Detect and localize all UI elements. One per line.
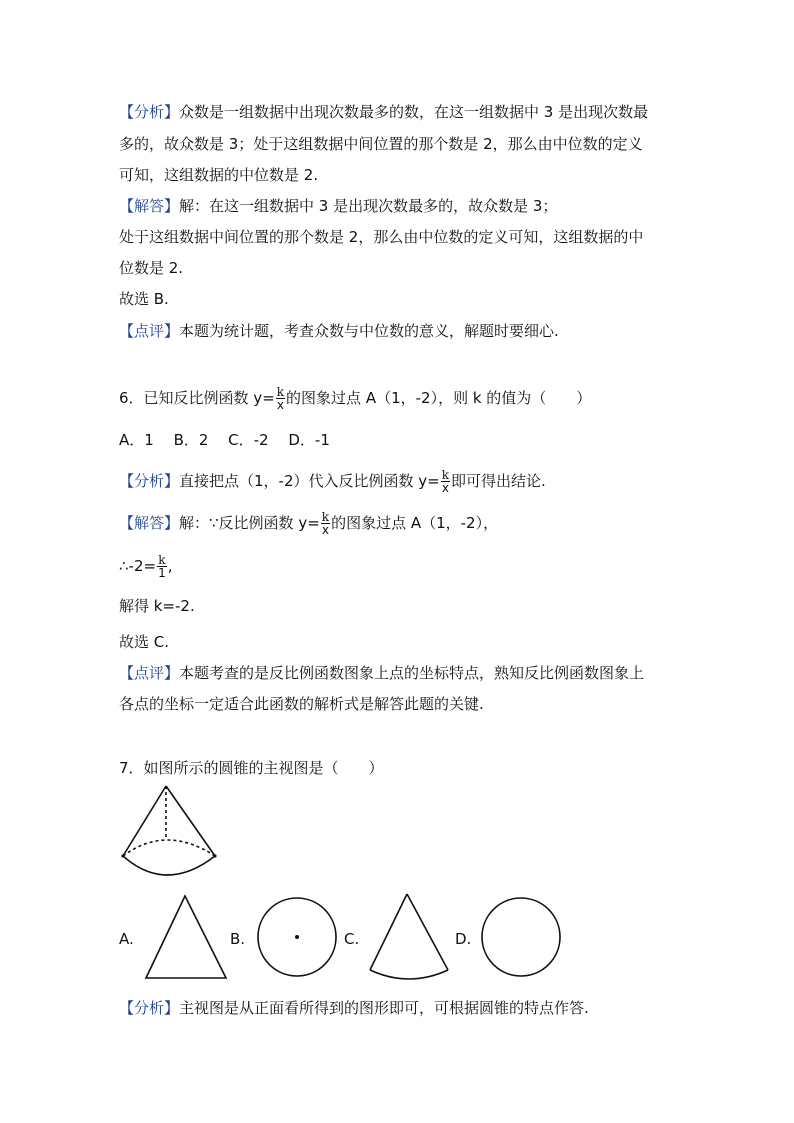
fraction-k-over-x (441, 469, 450, 494)
fraction-denominator: x (276, 398, 284, 412)
fraction-k-over-1 (157, 554, 167, 579)
q5-analysis-line-2: 多的，故众数是 3；处于这组数据中间位置的那个数是 2，那么由中位数的定义 (119, 135, 643, 153)
analysis-tag: 【分析】 (119, 999, 180, 1017)
fraction-denominator: x (441, 481, 449, 495)
q5-answer-text-1: 解：在这一组数据中 3 是出现次数最多的，故众数是 3； (179, 197, 558, 215)
fraction-numerator: k (441, 468, 450, 482)
option-d-circle (480, 896, 562, 978)
fraction-k-over-x (276, 386, 285, 411)
q6-answer-line (119, 511, 498, 536)
q6-therefore-line (119, 554, 173, 579)
fraction-denominator: x (321, 523, 329, 537)
q6-stem-pre: 6．已知反比例函数 y= (119, 389, 275, 407)
comment-tag: 【点评】 (119, 664, 180, 682)
q5-analysis-line-3: 可知，这组数据的中位数是 2. (119, 166, 319, 184)
q5-answer-line-2: 处于这组数据中间位置的那个数是 2，那么由中位数的定义可知，这组数据的中 (119, 228, 644, 246)
answer-tag: 【解答】 (119, 514, 180, 532)
q6-choose: 故选 C. (119, 633, 170, 651)
q7-option-a-label: A. (119, 930, 134, 948)
q6-analysis-line (119, 469, 546, 494)
fraction-numerator: k (276, 385, 285, 399)
comment-tag: 【点评】 (119, 322, 180, 340)
q7-option-b-label: B. (230, 930, 246, 948)
q7-option-c-label: C. (344, 930, 360, 948)
q6-therefore-post: , (167, 557, 173, 575)
q5-comment-line (119, 321, 559, 341)
q6-therefore-pre: ∴-2= (119, 557, 157, 575)
fraction-numerator: k (321, 510, 330, 524)
fraction-numerator: k (158, 553, 166, 567)
q5-analysis-line-1 (119, 102, 648, 122)
analysis-tag: 【分析】 (119, 103, 180, 121)
q6-options: A．1 B．2 C．-2 D．-1 (119, 431, 330, 449)
fraction-k-over-x (321, 511, 330, 536)
q5-comment-text: 本题为统计题，考查众数与中位数的意义，解题时要细心. (179, 322, 559, 340)
option-a-triangle (144, 894, 230, 980)
q5-analysis-text-1: 众数是一组数据中出现次数最多的数，在这一组数据中 3 是出现次数最 (179, 103, 649, 121)
q6-stem (119, 386, 591, 411)
answer-tag: 【解答】 (119, 197, 180, 215)
q6-stem-post: 的图象过点 A（1，-2），则 k 的值为（ ） (286, 389, 592, 407)
q7-analysis-text: 主视图是从正面看所得到的图形即可，可根据圆锥的特点作答. (179, 999, 589, 1017)
q7-stem: 7．如图所示的圆锥的主视图是（ ） (119, 759, 384, 777)
analysis-tag: 【分析】 (119, 472, 180, 490)
option-c-sector (368, 892, 452, 982)
q6-answer-post: 的图象过点 A（1，-2）， (331, 514, 499, 532)
q6-comment-line-2: 各点的坐标一定适合此函数的解析式是解答此题的关键. (119, 695, 484, 713)
q7-analysis-line (119, 998, 589, 1018)
q6-analysis-pre: 直接把点（1，-2）代入反比例函数 y= (179, 472, 440, 490)
q6-comment-text-1: 本题考查的是反比例函数图象上点的坐标特点，熟知反比例函数图象上 (179, 664, 645, 682)
option-b-circle-with-center (256, 896, 338, 978)
q6-solve: 解得 k=-2. (119, 597, 195, 615)
q5-answer-line-1 (119, 196, 557, 216)
q6-comment-line-1 (119, 663, 644, 683)
cone-figure (118, 780, 222, 880)
q5-choose: 故选 B. (119, 290, 169, 308)
fraction-denominator: 1 (158, 566, 166, 580)
q5-answer-line-3: 位数是 2. (119, 259, 184, 277)
q6-answer-pre: 解：∵反比例函数 y= (179, 514, 320, 532)
q6-analysis-post: 即可得出结论. (451, 472, 546, 490)
q7-option-d-label: D. (455, 930, 472, 948)
